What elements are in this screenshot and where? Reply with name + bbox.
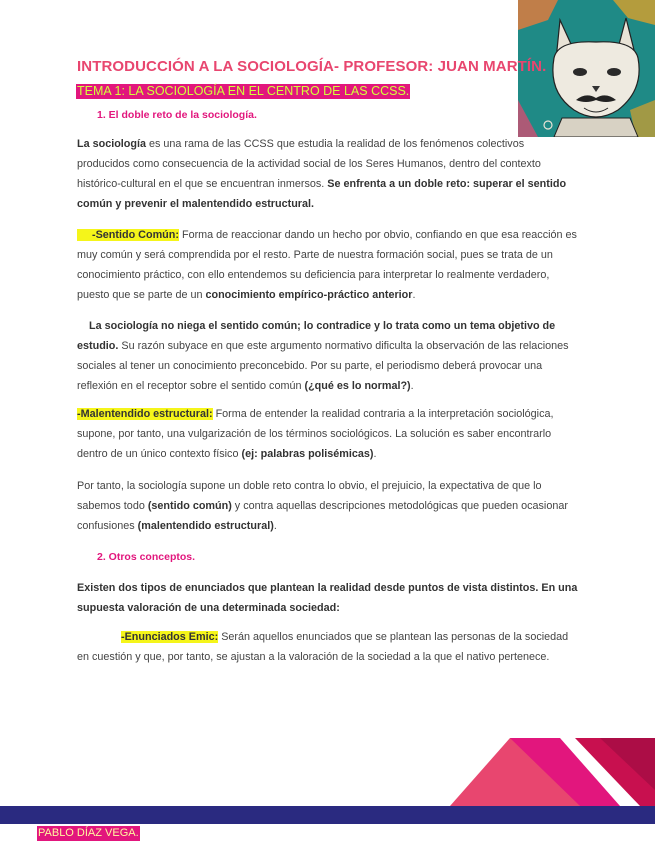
paragraph-text: Su razón subyace en que este argumento normativo dificulta la observación de las relaciones sociales al tener un conocimiento preconcebido. Por su parte, el periodismo deberá provocar una reflexión en el receptor sobre el sentido común: [77, 340, 569, 392]
paragraph-common-sense: [77, 225, 579, 305]
paragraph-sociology-contradicts: [77, 316, 579, 396]
bold-statement: La sociología no niega el sentido común; lo contradice y lo trata como un tema objetivo de estudio.: [77, 320, 559, 352]
document-title: INTRODUCCIÓN A LA SOCIOLOGÍA- PROFESOR: JUAN MARTÍN.: [77, 58, 547, 75]
author-footer: PABLO DÍAZ VEGA.: [38, 827, 139, 839]
topic-subtitle: TEMA 1: LA SOCIOLOGÍA EN EL CENTRO DE LAS CCSS.: [77, 84, 410, 98]
double-challenge-statement: Se enfrenta a un doble reto: superar el sentido común y prevenir el malentendido estructural.: [77, 178, 567, 210]
section-heading-2: 2. Otros conceptos.: [97, 551, 196, 563]
bold-phrase: conocimiento empírico-práctico anterior: [205, 289, 413, 301]
bold-example: (ej: palabras polisémicas): [241, 448, 374, 460]
paragraph-statement-types: Existen dos tipos de enunciados que plantean la realidad desde puntos de vista distintos. En una supuesta valoración de una determinada sociedad:: [77, 582, 578, 614]
paragraph-text: y contra aquellas descripciones metodológicas que pueden ocasionar confusiones: [77, 500, 568, 532]
term-sociology: La sociología: [77, 138, 146, 150]
paragraph-structural-misunderstanding: [77, 404, 579, 464]
bold-structural-misunderstanding: (malentendido estructural): [137, 520, 274, 532]
paragraph-text: Por tanto, la sociología supone un doble reto contra lo obvio, el prejuicio, la expectativa de que lo sabemos todo: [77, 480, 542, 512]
punctuation: .: [273, 520, 277, 532]
paragraph-emic: [77, 627, 579, 667]
bold-question: (¿qué es lo normal?): [304, 380, 411, 392]
section-heading-1: 1. El doble reto de la sociología.: [97, 109, 257, 121]
punctuation: .: [410, 380, 414, 392]
highlight-common-sense: -Sentido Común:: [77, 229, 179, 241]
highlight-structural-misunderstanding: -Malentendido estructural:: [77, 408, 213, 420]
paragraph-sociology-definition: [77, 134, 579, 214]
paragraph-text: Serán aquellos enunciados que se plantean las personas de la sociedad en cuestión y que, por tanto, se ajustan a la valoración de la sociedad a la que el nativo pertenece.: [77, 631, 569, 663]
punctuation: .: [412, 289, 416, 301]
paragraph-text: Forma de entender la realidad contraria a la interpretación sociológica, supone, por tanto, una vulgarización de los términos sociológicos. La solución es saber encontrarlo dentro de un único contexto físico: [77, 408, 554, 460]
paragraph-conclusion: [77, 476, 579, 536]
paragraph-text: Forma de reaccionar dando un hecho por obvio, confiando en que esa reacción es muy común y será comprendida por el resto. Parte de nuestra formación social, pues se trata de un conocimiento práctico, con ello entendemos su deficiencia para interpretar lo realmente verdadero, puesto que se parte de un: [77, 229, 577, 301]
bold-common-sense: (sentido común): [147, 500, 232, 512]
punctuation: .: [373, 448, 377, 460]
highlight-emic: -Enunciados Emic:: [121, 631, 219, 643]
paragraph-text: es una rama de las CCSS que estudia la realidad de los fenómenos colectivos producidos como consecuencia de la actividad social de los Seres Humanos, dentro del contexto histórico-cultural en el que se encuentran inmersos.: [77, 138, 541, 190]
